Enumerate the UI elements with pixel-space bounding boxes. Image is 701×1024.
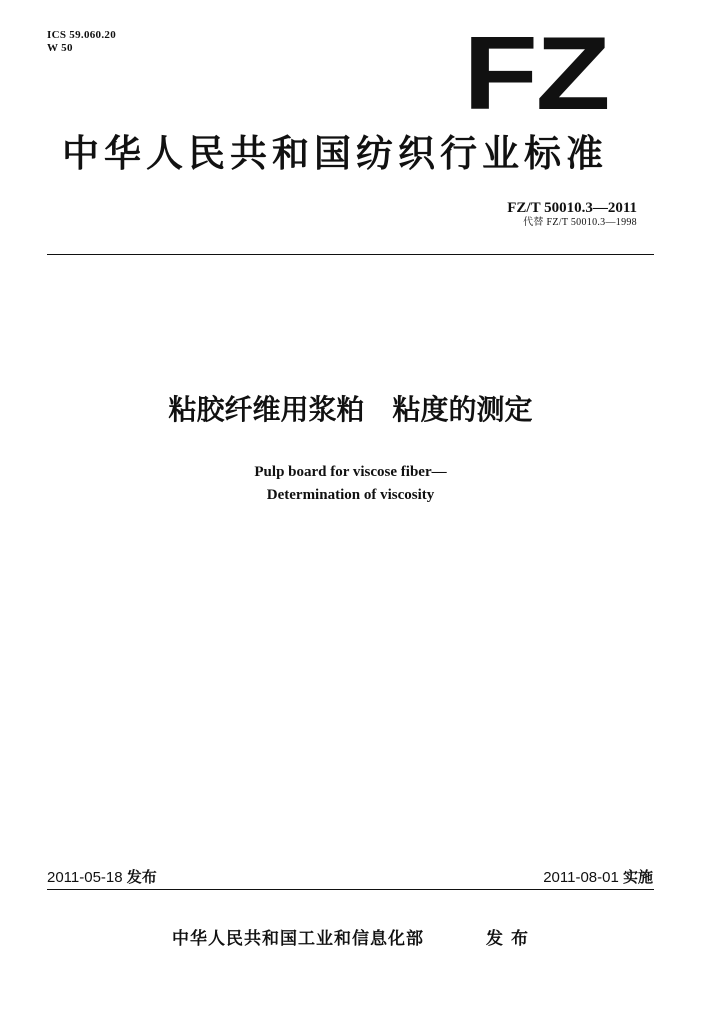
classification-codes	[47, 29, 116, 55]
publish-label: 发布	[486, 929, 536, 949]
issue-date-block	[47, 867, 157, 888]
ccs-code: W 50	[47, 42, 73, 54]
standard-code-block	[507, 200, 637, 229]
ics-code: ICS 59.060.20	[47, 29, 116, 41]
fz-logo: FZ	[463, 16, 609, 132]
english-title-line-2: Determination of viscosity	[266, 487, 435, 503]
implementation-date-block	[543, 867, 653, 888]
chinese-title: 粘胶纤维用浆粕 粘度的测定	[168, 393, 533, 426]
english-title	[0, 461, 701, 507]
standard-code: FZ/T 50010.3—2011	[507, 200, 637, 216]
issue-label: 发布	[126, 868, 157, 886]
issue-date: 2011-05-18	[47, 869, 123, 886]
issuing-authority: 中华人民共和国工业和信息化部	[172, 929, 424, 949]
bottom-divider	[47, 889, 654, 890]
top-divider	[47, 254, 654, 255]
english-title-line-1: Pulp board for viscose fiber—	[254, 464, 447, 480]
standard-category-title: 中华人民共和国纺织行业标准	[62, 132, 608, 175]
implementation-label: 实施	[622, 868, 653, 886]
implementation-date: 2011-08-01	[543, 869, 619, 886]
replaces-standard: 代替 FZ/T 50010.3—1998	[523, 217, 637, 228]
